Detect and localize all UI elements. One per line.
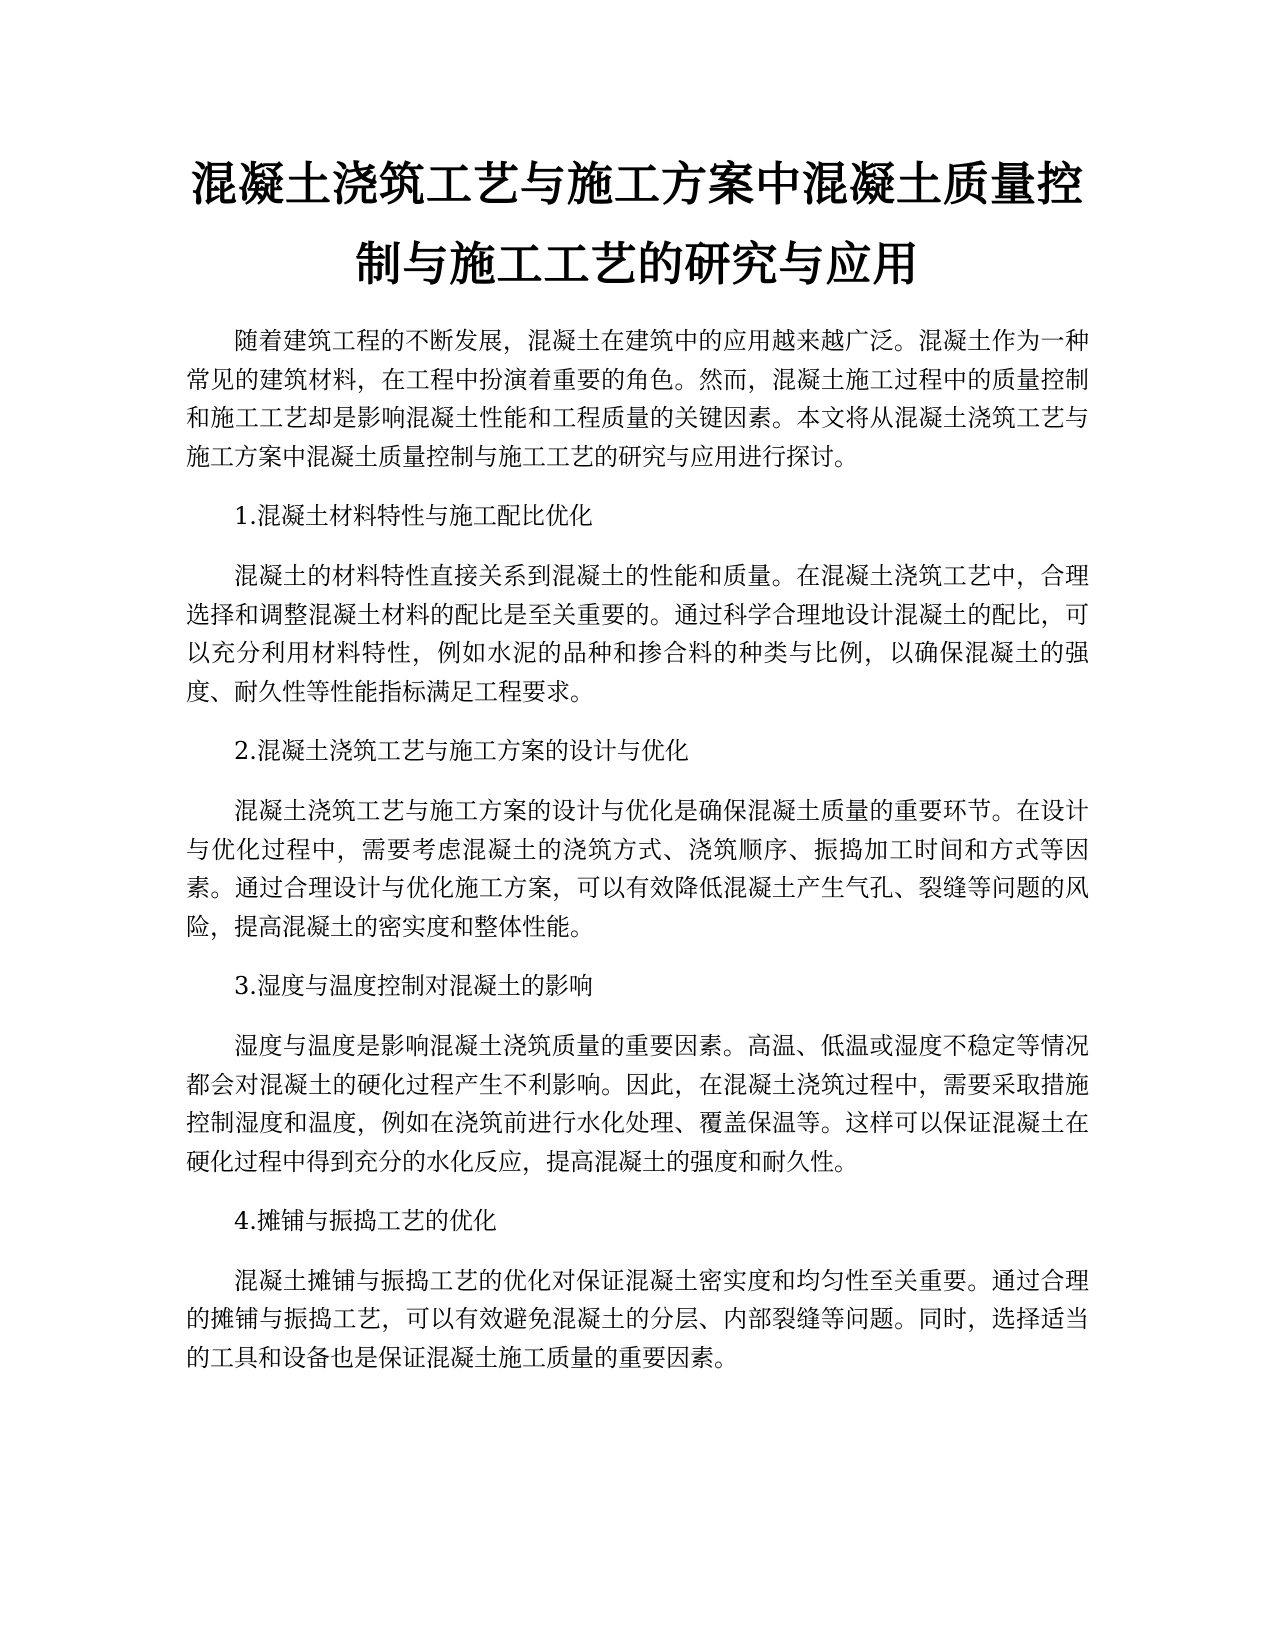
title-line-2: 制与施工工艺的研究与应用: [355, 237, 920, 291]
section-body-1: 混凝土的材料特性直接关系到混凝土的性能和质量。在混凝土浇筑工艺中，合理选择和调整混凝土材料的配比是至关重要的。通过科学合理地设计混凝土的配比，可以充分利用材料特性，例如水泥的品种和掺合料的种类与比例，以确保混凝土的强度、耐久性等性能指标满足工程要求。: [186, 561, 1089, 706]
document-title: [186, 144, 1089, 304]
document-body: [186, 322, 1089, 1399]
section-heading-2: 2.混凝土浇筑工艺与施工方案的设计与优化: [234, 737, 689, 766]
title-line-1: 混凝土浇筑工艺与施工方案中混凝土质量控: [191, 157, 1084, 211]
section-heading-3: 3.湿度与温度控制对混凝土的影响: [234, 972, 593, 1001]
section-body-2: 混凝土浇筑工艺与施工方案的设计与优化是确保混凝土质量的重要环节。在设计与优化过程中，需要考虑混凝土的浇筑方式、浇筑顺序、振捣加工时间和方式等因素。通过合理设计与优化施工方案，可以有效降低混凝土产生气孔、裂缝等问题的风险，提高混凝土的密实度和整体性能。: [186, 796, 1089, 941]
section-heading-1: 1.混凝土材料特性与施工配比优化: [234, 502, 593, 531]
section-body-3: 湿度与温度是影响混凝土浇筑质量的重要因素。高温、低温或湿度不稳定等情况都会对混凝土的硬化过程产生不利影响。因此，在混凝土浇筑过程中，需要采取措施控制湿度和温度，例如在浇筑前进行水化处理、覆盖保温等。这样可以保证混凝土在硬化过程中得到充分的水化反应，提高混凝土的强度和耐久性。: [186, 1031, 1089, 1176]
intro-paragraph: 随着建筑工程的不断发展，混凝土在建筑中的应用越来越广泛。混凝土作为一种常见的建筑材料，在工程中扮演着重要的角色。然而，混凝土施工过程中的质量控制和施工工艺却是影响混凝土性能和工程质量的关键因素。本文将从混凝土浇筑工艺与施工方案中混凝土质量控制与施工工艺的研究与应用进行探讨。: [186, 327, 1089, 471]
section-body-4: 混凝土摊铺与振捣工艺的优化对保证混凝土密实度和均匀性至关重要。通过合理的摊铺与振捣工艺，可以有效避免混凝土的分层、内部裂缝等问题。同时，选择适当的工具和设备也是保证混凝土施工质量的重要因素。: [186, 1266, 1089, 1373]
section-heading-4: 4.摊铺与振捣工艺的优化: [234, 1207, 497, 1236]
